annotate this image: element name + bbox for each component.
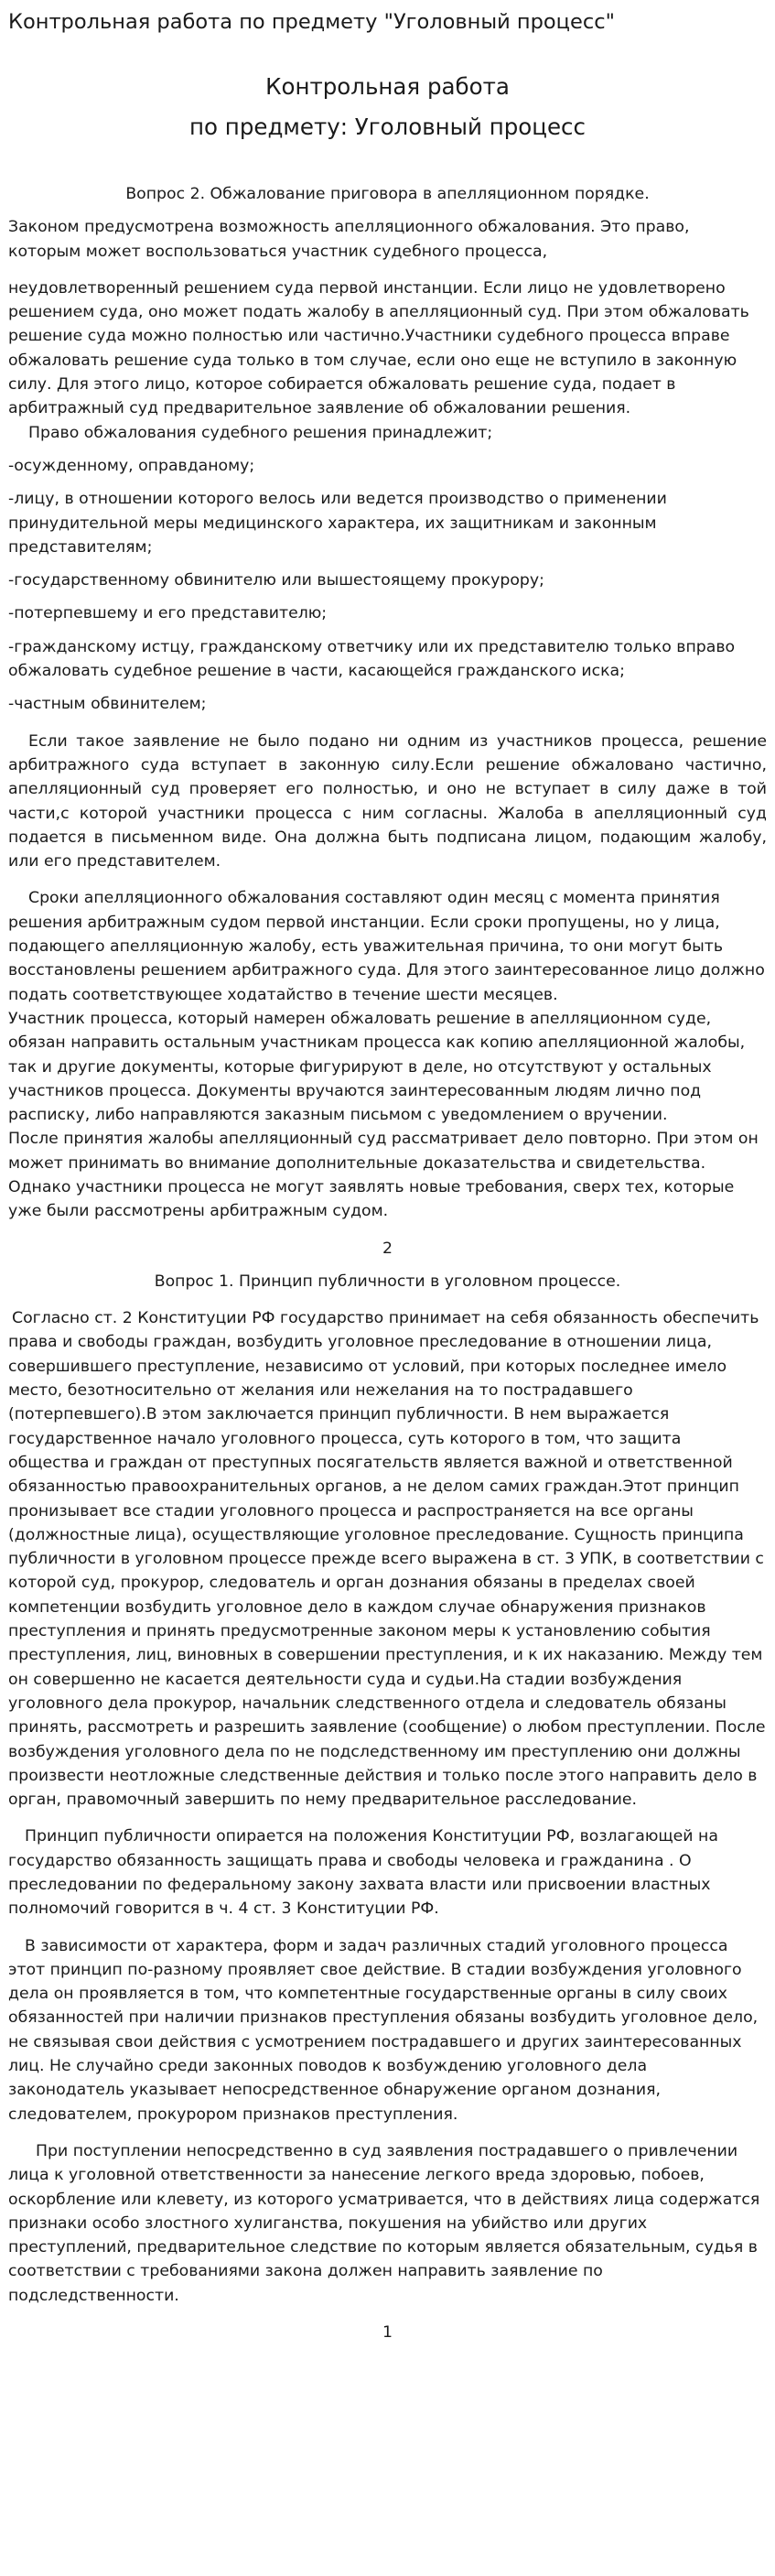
paragraph: Принцип публичности опирается на положения Конституции РФ, возлагающей на государство обязанность защищать права и свободы человека и гражданина . О преследовании по федеральному закону захвата власти или присвоении властных полномочий говорится в ч. 4 ст. 3 Конституции РФ. [8, 1827, 718, 1919]
list-item: -государственному обвинителю или вышестоящему прокурору; [8, 571, 544, 590]
paragraph: При поступлении непосредственно в суд заявления пострадавшего о привлечении лица к уголовной ответственности за нанесение легкого вреда здоровью, побоев, оскорбление или клевету, из которого усматривается, что в действиях лица содержатся признаки особо злостного хулиганства, покушения на убийство или других преступлений, предварительное следствие по которым является обязательным, судья в соответствии с требованиями закона должен направить заявление по подследственности. [8, 2141, 760, 2305]
paragraph: Законом предусмотрена возможность апелляционного обжалования. Это право, которым может воспользоваться участник судебного процесса, [8, 218, 690, 261]
paragraph: Согласно ст. 2 Конституции РФ государство принимает на себя обязанность обеспечить права и свободы граждан, возбудить уголовное преследование в отношении лица, совершившего преступление, независимо от условий, при которых последнее имело место, безотносительно от желания или нежелания на то пострадавшего (потерпевшего).В этом заключается принцип публичности. В нем выражается государственное начало уголовного процесса, суть которого в том, что защита общества и граждан от преступных посягательств является важной и ответственной обязанностью правоохранительных органов, а не делом самих граждан.Этот принцип пронизывает все стадии уголовного процесса и распространяется на все органы (должностные лица), осуществляющие уголовное преследование. Сущность принципа публичности в уголовном процессе прежде всего выражена в ст. 3 УПК, в соответствии с которой суд, прокурор, следователь и орган дознания обязаны в пределах своей компетенции возбудить уголовное дело в каждом случае обнаружения признаков преступления и принять предусмотренные законом меры к установлению события преступления, лиц, виновных в совершении преступления, и к их наказанию. Между тем он совершенно не касается деятельности суда и судьи.На стадии возбуждения уголовного дела прокурор, начальник следственного отдела и следователь обязаны принять, рассмотреть и разрешить заявление (сообщение) о любом преступлении. После возбуждения уголовного дела по не подследственному им преступлению они должны произвести неотложные следственные действия и только после этого направить дело в орган, правомочный завершить по нему предварительное расследование. [8, 1309, 766, 1810]
list-item: -частным обвинителем; [8, 695, 207, 714]
paragraph: После принятия жалобы апелляционный суд рассматривает дело повторно. При этом он может принимать во внимание дополнительные доказательства и свидетельства. Однако участники процесса не могут заявлять новые требования, сверх тех, которые уже были рассмотрены арбитражным судом. [8, 1130, 759, 1221]
paragraph: Если такое заявление не было подано ни одним из участников процесса, решение арбитражного суда вступает в законную силу.Если решение обжаловано частично, апелляционный суд проверяет его полностью, и оно не вступает в силу даже в той части,с которой участники процесса с ним согласны. Жалоба в апелляционный суд подается в письменном виде. Она должна быть подписана лицом, подающим жалобу, или его представителем. [8, 731, 767, 871]
paragraph: неудовлетворенный решением суда первой инстанции. Если лицо не удовлетворено решением суда, оно может подать жалобу в апелляционный суд. При этом обжаловать решение суда можно полностью или частично.Участники судебного процесса вправе обжаловать решение суда только в том случае, если оно еще не вступило в законную силу. Для этого лицо, которое собирается обжаловать решение суда, подает в арбитражный суд предварительное заявление об обжаловании решения. [8, 278, 749, 418]
document-title: Контрольная работа по предмету "Уголовный процесс" [8, 10, 615, 34]
question-1-heading: Вопрос 1. Принцип публичности в уголовном процессе. [154, 1272, 621, 1291]
rights-list [8, 454, 767, 717]
paragraph: В зависимости от характера, форм и задач различных стадий уголовного процесса этот принцип по-разному проявляет свое действие. В стадии возбуждения уголовного дела он проявляется в том, что компетентные государственные органы в силу своих обязанностей при наличии признаков преступления обязаны возбудить уголовное дело, не связывая свои действия с усмотрением пострадавшего и других заинтересованных лиц. Не случайно среди законных поводов к возбуждению уголовного дела законодатель указывает непосредственное обнаружение органом дознания, следователем, прокурором признаков преступления. [8, 1936, 759, 2124]
paragraph: Участник процесса, который намерен обжаловать решение в апелляционном суде, обязан направить остальным участникам процесса как копию апелляционной жалобы, так и другие документы, которые фигурируют в деле, но отсутствуют у остальных участников процесса. Документы вручаются заинтересованным людям лично под расписку, либо направляются заказным письмом с уведомлением о вручении. [8, 1009, 746, 1125]
main-title-line-1: Контрольная работа [265, 73, 510, 100]
list-item: -гражданскому истцу, гражданскому ответчику или их представителю только вправо обжаловать судебное решение в части, касающейся гражданского иска; [8, 637, 736, 681]
list-item: -потерпевшему и его представителю; [8, 604, 328, 623]
question-2-heading: Вопрос 2. Обжалование приговора в апелляционном порядке. [125, 185, 650, 203]
paragraph: Право обжалования судебного решения принадлежит; [28, 423, 493, 442]
main-title-line-2: по предмету: Уголовный процесс [189, 114, 586, 140]
list-item: -осужденному, оправданому; [8, 456, 255, 475]
list-item: -лицу, в отношении которого велось или ведется производство о применении принудительной меры медицинского характера, их защитникам и законным представителям; [8, 490, 667, 557]
main-title [8, 67, 767, 147]
page-number: 1 [382, 2323, 393, 2343]
paragraph: Сроки апелляционного обжалования составляют один месяц с момента принятия решения арбитражным судом первой инстанции. Если сроки пропущены, но у лица, подающего апелляционную жалобу, есть уважительная причина, то они могут быть восстановлены решением арбитражного суда. Для этого заинтересованное лицо должно подать соответствующее ходатайство в течение шести месяцев. [8, 889, 765, 1004]
section-question-1 [8, 1270, 767, 2308]
section-question-2 [8, 182, 767, 1224]
page-number: 2 [382, 1239, 393, 1258]
